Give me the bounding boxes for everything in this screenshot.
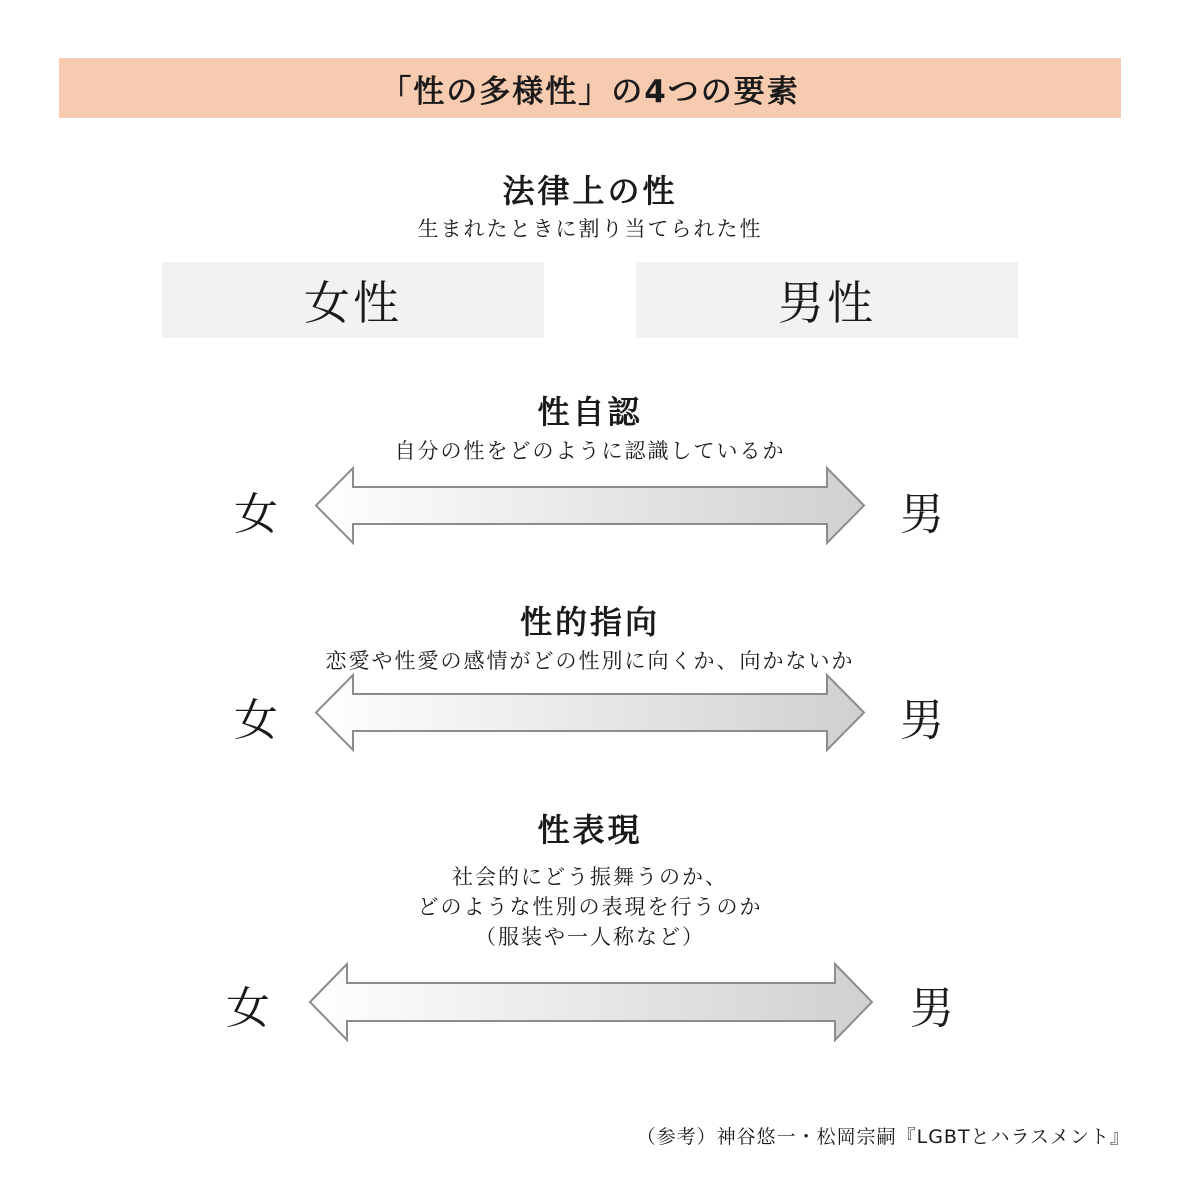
- legal-sex-heading: 法律上の性: [502, 172, 678, 210]
- sexual-orientation-subtitle: 恋愛や性愛の感情がどの性別に向くか、向かないか: [325, 649, 855, 673]
- gender-expression-subtitle-line2: どのような性別の表現を行うのか: [417, 895, 763, 919]
- sexual-orientation-spectrum-arrow: [316, 675, 864, 750]
- male-box: [636, 262, 1018, 338]
- gender-identity-female-label: 女: [234, 489, 278, 540]
- double-arrow-shape: [316, 468, 864, 543]
- legal-sex-subtitle: 生まれたときに割り当てられた性: [417, 217, 763, 241]
- gender-expression-heading: 性表現: [537, 811, 643, 849]
- gender-expression-subtitle-line1: 社会的にどう振舞うのか、: [452, 865, 728, 889]
- gender-expression-male-label: 男: [910, 983, 954, 1034]
- gender-expression-female-label: 女: [226, 983, 270, 1034]
- double-arrow-shape: [316, 675, 864, 750]
- female-box: [162, 262, 544, 338]
- gender-identity-male-label: 男: [900, 489, 944, 540]
- gender-identity-heading: 性自認: [537, 393, 643, 431]
- source-citation: （参考）神谷悠一・松岡宗嗣『LGBTとハラスメント』: [636, 1126, 1130, 1148]
- sexual-orientation-heading: 性的指向: [519, 603, 660, 641]
- double-arrow-shape: [310, 964, 872, 1040]
- gender-expression-subtitle-line3: （服装や一人称など）: [475, 925, 705, 949]
- gender-identity-subtitle: 自分の性をどのように認識しているか: [394, 439, 786, 463]
- title-bar: [59, 58, 1121, 118]
- male-box-label: 男性: [778, 276, 876, 330]
- sexual-orientation-female-label: 女: [234, 695, 278, 746]
- gender-identity-spectrum-arrow: [316, 468, 864, 543]
- female-box-label: 女性: [304, 276, 402, 330]
- sexual-orientation-male-label: 男: [900, 695, 944, 746]
- page-title: 「性の多様性」の4つの要素: [380, 73, 800, 110]
- gender-expression-spectrum-arrow: [310, 964, 872, 1040]
